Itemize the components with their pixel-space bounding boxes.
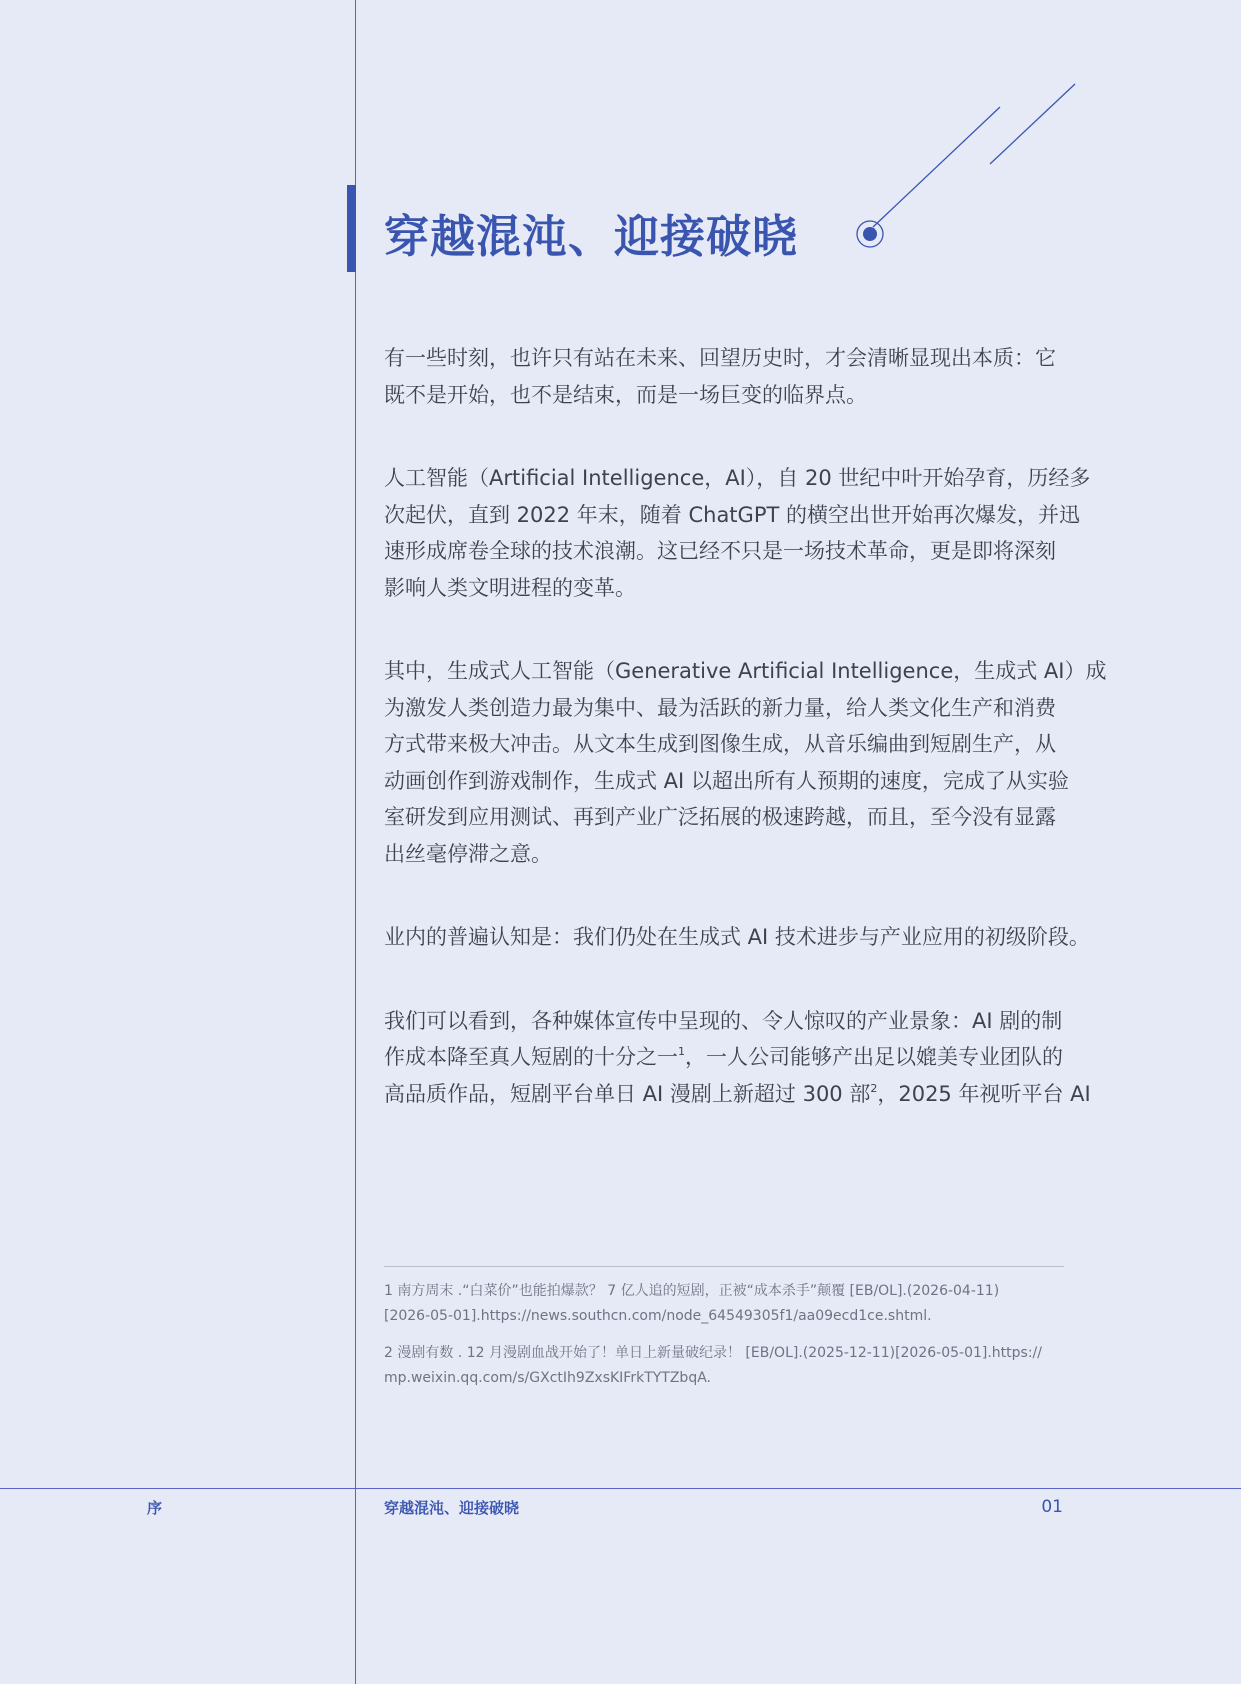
text-line: 为激发人类创造力最为集中、最为活跃的新力量，给人类文化生产和消费: [384, 695, 1056, 720]
paragraph: [384, 1003, 1091, 1113]
footnote: [384, 1341, 1064, 1391]
footnotes: [384, 1279, 1064, 1403]
text-line: 次起伏，直到 2022 年末，随着 ChatGPT 的横空出世开始再次爆发，并迅: [384, 502, 1080, 527]
paragraph: [384, 653, 1107, 872]
paragraph: [384, 919, 1090, 956]
text-line: 室研发到应用测试、再到产业广泛拓展的极速跨越，而且，至今没有显露: [384, 805, 1056, 829]
text-line: 速形成席卷全球的技术浪潮。这已经不只是一场技术革命，更是即将深刻: [384, 539, 1056, 563]
footnote-line[interactable]: mp.weixin.qq.com/s/GXctIh9ZxsKIFrkTYTZbqA.: [384, 1370, 711, 1386]
text-line: 有一些时刻，也许只有站在未来、回望历史时，才会清晰显现出本质：它: [384, 346, 1056, 370]
text-line: 影响人类文明进程的变革。: [384, 575, 636, 600]
paragraph: [384, 460, 1091, 606]
text-line: [384, 1039, 1064, 1076]
footnote-line: 2 漫剧有数 . 12 月漫剧血战开始了！单日上新量破纪录！ [EB/OL].(2025-12-11)[2026-05-01].https://: [384, 1345, 1042, 1361]
text-line: [384, 1076, 1091, 1113]
footer-rule: [0, 1488, 1241, 1489]
text-segment: 高品质作品，短剧平台单日 AI 漫剧上新超过 300 部: [384, 1081, 871, 1106]
text-line: 业内的普遍认知是：我们仍处在生成式 AI 技术进步与产业应用的初级阶段。: [384, 925, 1090, 949]
text-line: 动画创作到游戏制作，生成式 AI 以超出所有人预期的速度，完成了从实验: [384, 768, 1069, 793]
footnote-divider: [384, 1266, 1064, 1267]
footnote-ref[interactable]: 2: [870, 1081, 878, 1095]
deco-dot: [863, 227, 877, 241]
footnote-line[interactable]: [2026-05-01].https://news.southcn.com/node_64549305f1/aa09ecd1ce.shtml.: [384, 1308, 932, 1324]
footer-section-label: 序: [147, 1499, 163, 1517]
paragraph: [384, 340, 1064, 413]
footer-chapter-title: 穿越混沌、迎接破晓: [384, 1499, 520, 1517]
footnote: [384, 1279, 1064, 1329]
footnote-line: 1 南方周末 .“白菜价”也能拍爆款？ 7 亿人追的短剧，正被“成本杀手”颠覆 [EB/OL].(2026-04-11): [384, 1283, 1000, 1299]
title-accent-bar: [347, 185, 356, 272]
decorative-lines-icon: [840, 70, 1080, 260]
text-line: 出丝毫停滞之意。: [384, 841, 552, 866]
text-line: 人工智能（Artificial Intelligence，AI），自 20 世纪中叶开始孕育，历经多: [384, 466, 1091, 490]
page-number: 01: [1041, 1497, 1063, 1517]
text-line: 方式带来极大冲击。从文本生成到图像生成，从音乐编曲到短剧生产，从: [384, 732, 1056, 756]
deco-line-short: [990, 84, 1075, 164]
text-segment: ，2025 年视听平台 AI: [877, 1081, 1091, 1106]
text-line: 我们可以看到，各种媒体宣传中呈现的、令人惊叹的产业景象：AI 剧的制: [384, 1008, 1063, 1033]
body-text: [384, 340, 1107, 1159]
deco-line-long: [873, 107, 1000, 227]
text-segment: 作成本降至真人短剧的十分之一: [384, 1045, 678, 1069]
text-line: 其中，生成式人工智能（Generative Artificial Intelligence，生成式 AI）成: [384, 659, 1107, 683]
text-segment: ，一人公司能够产出足以媲美专业团队的: [685, 1045, 1063, 1069]
page-title: 穿越混沌、迎接破晓: [384, 210, 799, 263]
footnote-ref[interactable]: 1: [678, 1045, 685, 1058]
text-line: 既不是开始，也不是结束，而是一场巨变的临界点。: [384, 382, 867, 407]
